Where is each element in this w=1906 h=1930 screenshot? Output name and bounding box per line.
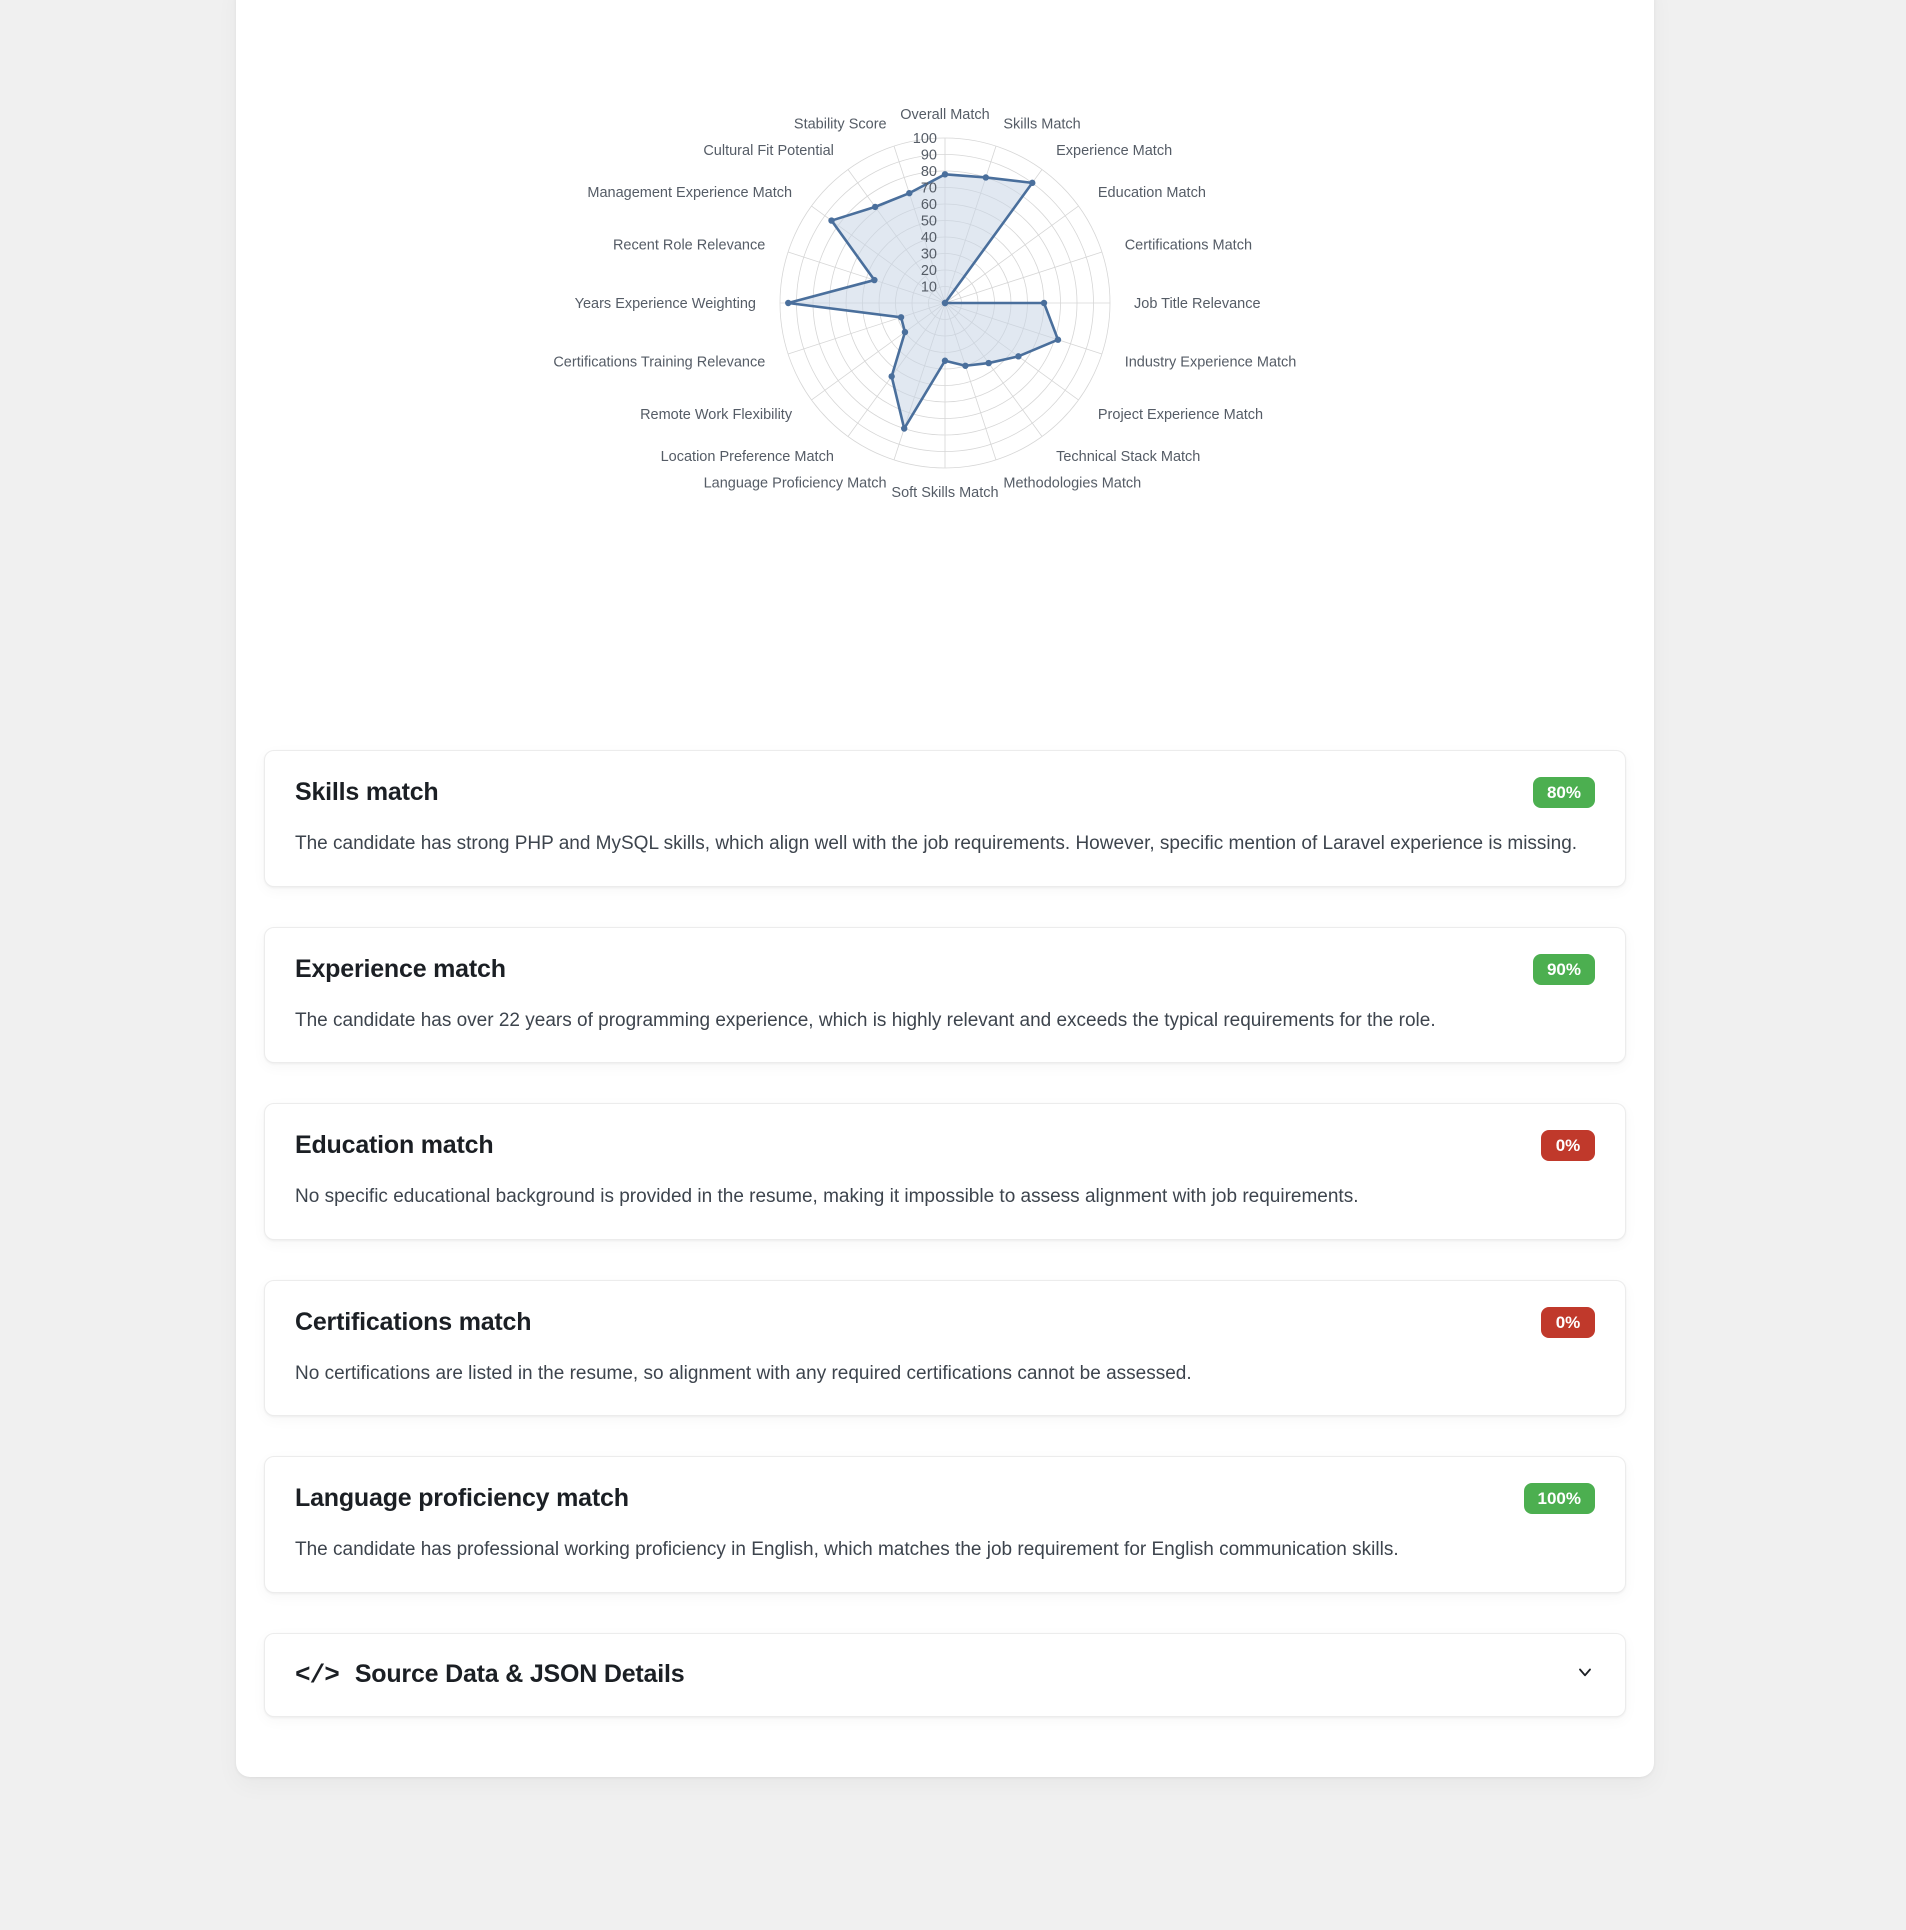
analysis-panel <box>236 0 1654 1777</box>
radar-axis-label: Industry Experience Match <box>1124 354 1297 371</box>
radar-axis-label: Stability Score <box>793 116 887 133</box>
radar-axis-label: Cultural Fit Potential <box>703 143 834 160</box>
card-description: No specific educational background is provided in the resume, making it impossible to assess alignment with job requirements. <box>295 1186 1359 1208</box>
radar-axis-label: Skills Match <box>1003 116 1081 133</box>
card-description: The candidate has over 22 years of programming experience, which is highly relevant and exceeds the typical requirements for the role. <box>295 1009 1436 1031</box>
radar-axis-label: Recent Role Relevance <box>612 237 766 254</box>
match-card <box>264 1456 1626 1593</box>
svg-text:100: 100 <box>912 131 937 147</box>
card-header <box>295 777 1595 808</box>
status-badge: 90% <box>1533 954 1595 985</box>
radar-axis-label: Technical Stack Match <box>1056 448 1201 465</box>
card-description: The candidate has strong PHP and MySQL skills, which align well with the job requirements. However, specific mention of Laravel experience is missing. <box>295 833 1578 854</box>
card-title: Certifications match <box>295 1307 532 1336</box>
radar-axis-label: Education Match <box>1097 184 1206 201</box>
card-description: No certifications are listed in the resume, so alignment with any required certifications cannot be assessed. <box>295 1362 1192 1384</box>
match-radar-chart <box>395 90 1495 570</box>
radar-axis-label: Soft Skills Match <box>891 485 999 501</box>
card-header <box>295 1307 1595 1338</box>
radar-axis-label: Certifications Training Relevance <box>553 354 766 371</box>
card-description: The candidate has professional working proficiency in English, which matches the job requirement for English communication skills. <box>295 1539 1399 1561</box>
source-data-label: Source Data & JSON Details <box>354 1660 685 1689</box>
status-badge: 100% <box>1524 1483 1595 1514</box>
status-badge: 0% <box>1541 1130 1595 1161</box>
svg-text:40: 40 <box>920 230 937 246</box>
card-title: Education match <box>295 1131 494 1160</box>
match-card <box>264 1280 1626 1417</box>
radar-axis-label: Remote Work Flexibility <box>640 407 793 424</box>
radar-axis-label: Overall Match <box>900 107 990 123</box>
card-header <box>295 1483 1595 1514</box>
status-badge: 80% <box>1533 777 1595 808</box>
svg-text:30: 30 <box>920 246 937 263</box>
radar-axis-label: Language Proficiency Match <box>703 475 887 492</box>
radar-axis-label: Certifications Match <box>1124 237 1253 254</box>
radar-axis-label: Project Experience Match <box>1097 407 1264 424</box>
card-title: Experience match <box>295 954 506 983</box>
svg-text:90: 90 <box>920 147 937 164</box>
svg-text:80: 80 <box>920 164 937 180</box>
match-card <box>264 1103 1626 1240</box>
svg-text:10: 10 <box>920 279 937 296</box>
match-card <box>264 927 1626 1064</box>
svg-text:50: 50 <box>920 213 937 230</box>
svg-text:70: 70 <box>920 180 937 197</box>
radar-chart-container <box>236 0 1654 750</box>
radar-axis-label: Location Preference Match <box>660 448 834 465</box>
status-badge: 0% <box>1541 1307 1595 1338</box>
card-title: Language proficiency match <box>295 1484 629 1513</box>
svg-text:20: 20 <box>920 263 937 279</box>
chevron-down-icon[interactable] <box>1575 1662 1595 1687</box>
match-cards-list <box>236 750 1654 1593</box>
card-title: Skills match <box>295 778 439 806</box>
svg-text:60: 60 <box>920 197 937 213</box>
radar-axis-label: Years Experience Weighting <box>574 296 756 312</box>
source-data-accordion[interactable] <box>264 1633 1626 1717</box>
code-icon: </> <box>295 1659 339 1690</box>
radar-axis-label: Management Experience Match <box>587 184 793 201</box>
radar-axis-label: Job Title Relevance <box>1134 296 1261 312</box>
radar-axis-label: Methodologies Match <box>1003 475 1142 492</box>
card-header <box>295 1130 1595 1161</box>
card-header <box>295 954 1595 985</box>
radar-axis-label: Experience Match <box>1056 143 1173 160</box>
match-card <box>264 750 1626 887</box>
